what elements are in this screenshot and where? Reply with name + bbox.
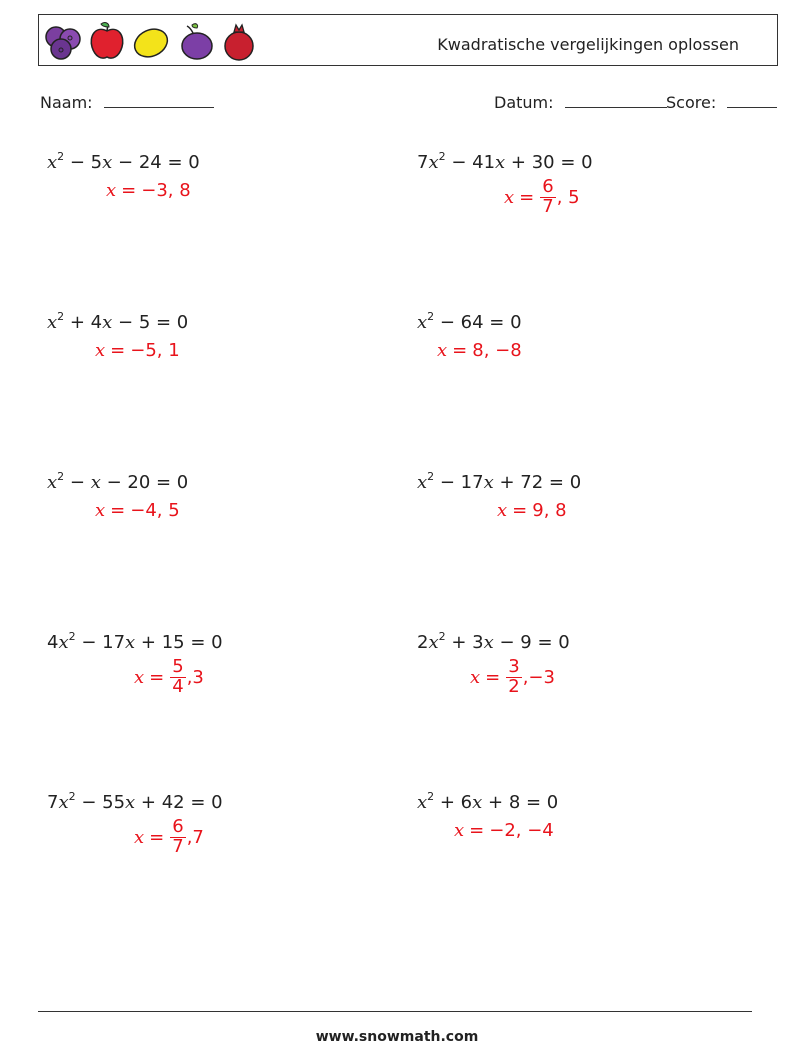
- answer-fraction: [540, 178, 555, 217]
- footer-divider: [38, 1011, 752, 1012]
- equation-1: [47, 150, 200, 173]
- equation-part: x: [417, 792, 428, 813]
- equation-part: x: [125, 632, 136, 653]
- name-line: [104, 93, 214, 108]
- equation-part: − 5: [64, 152, 103, 173]
- equation-part: x: [47, 152, 58, 173]
- equation-part: x: [58, 632, 69, 653]
- answer-2: [504, 178, 580, 217]
- answer-variable: x: [454, 820, 465, 841]
- fraction-numerator: 5: [172, 656, 184, 677]
- equation-part: x: [483, 472, 494, 493]
- equation-part: 2: [57, 310, 65, 323]
- equation-part: − 5 = 0: [112, 312, 189, 333]
- equation-part: x: [495, 152, 506, 173]
- plum-icon: [175, 19, 215, 63]
- equation-part: x: [102, 152, 113, 173]
- equation-5: [47, 470, 188, 493]
- equation-part: 7: [417, 152, 429, 173]
- equation-part: x: [428, 632, 439, 653]
- equation-part: 2: [57, 470, 65, 483]
- answer-equals: =: [121, 180, 137, 201]
- equation-part: − 17: [434, 472, 484, 493]
- answer-variable: x: [437, 340, 448, 361]
- equation-8: [417, 630, 570, 653]
- worksheet-title: Kwadratische vergelijkingen oplossen: [437, 35, 739, 54]
- answer-variable: x: [470, 666, 481, 688]
- equation-part: + 42 = 0: [135, 792, 223, 813]
- worksheet-header: [38, 14, 778, 66]
- equation-part: − 9 = 0: [493, 632, 570, 653]
- equation-part: x: [417, 472, 428, 493]
- name-label: Naam:: [40, 93, 93, 112]
- equation-part: + 30 = 0: [505, 152, 593, 173]
- answer-equals: =: [110, 340, 126, 361]
- pomegranate-icon: [219, 19, 259, 63]
- answer-fraction: [170, 658, 185, 697]
- lemon-icon: [131, 19, 171, 63]
- equation-part: 2: [438, 150, 446, 163]
- answer-values: −5, 1: [130, 340, 180, 361]
- equation-part: x: [125, 792, 136, 813]
- equation-2: [417, 150, 593, 173]
- equation-part: − 24 = 0: [112, 152, 200, 173]
- fraction-numerator: 6: [542, 176, 554, 197]
- fraction-denominator: 4: [172, 675, 184, 697]
- equation-part: 2: [438, 630, 446, 643]
- equation-part: + 3: [445, 632, 484, 653]
- equation-7: [47, 630, 223, 653]
- equation-9: [47, 790, 223, 813]
- fraction-denominator: 2: [508, 675, 520, 697]
- equation-4: [417, 310, 522, 333]
- equation-part: 2: [57, 150, 65, 163]
- fraction-numerator: 6: [172, 816, 184, 837]
- equation-3: [47, 310, 188, 333]
- fraction-denominator: 7: [542, 195, 554, 217]
- answer-variable: x: [95, 500, 106, 521]
- equation-part: + 8 = 0: [482, 792, 559, 813]
- answer-6: [497, 500, 567, 521]
- answer-equals: =: [452, 340, 468, 361]
- equation-part: − 41: [445, 152, 496, 173]
- equation-part: + 15 = 0: [135, 632, 223, 653]
- date-label: Datum:: [494, 93, 554, 112]
- answer-rest: ,−3: [522, 666, 555, 688]
- answer-equals: =: [512, 500, 528, 521]
- answer-1: [106, 180, 191, 201]
- equation-part: 2: [427, 310, 435, 323]
- equation-part: x: [58, 792, 69, 813]
- equation-6: [417, 470, 581, 493]
- equation-part: 2: [417, 632, 429, 653]
- equation-part: 2: [68, 630, 76, 643]
- equation-part: x: [428, 152, 439, 173]
- answer-variable: x: [504, 186, 515, 208]
- answer-values: −2, −4: [489, 820, 554, 841]
- answer-variable: x: [95, 340, 106, 361]
- equation-part: x: [102, 312, 113, 333]
- equation-part: −: [64, 472, 91, 493]
- equation-10: [417, 790, 558, 813]
- fraction-numerator: 3: [508, 656, 520, 677]
- answer-equals: =: [469, 820, 485, 841]
- answer-variable: x: [497, 500, 508, 521]
- answer-variable: x: [106, 180, 117, 201]
- equation-part: + 6: [434, 792, 473, 813]
- equation-part: x: [90, 472, 101, 493]
- answer-fraction: [506, 658, 521, 697]
- equation-part: x: [483, 632, 494, 653]
- equation-part: + 72 = 0: [493, 472, 582, 493]
- date-line: [565, 93, 667, 108]
- answer-equals: =: [485, 666, 501, 688]
- answer-equals: =: [149, 826, 165, 848]
- answer-10: [454, 820, 554, 841]
- answer-4: [437, 340, 522, 361]
- answer-8: [470, 658, 555, 697]
- answer-rest: , 5: [556, 186, 580, 208]
- answer-values: 8, −8: [472, 340, 522, 361]
- equation-part: − 17: [75, 632, 126, 653]
- equation-part: 2: [68, 790, 76, 803]
- answer-fraction: [170, 818, 185, 857]
- score-line: [727, 93, 777, 108]
- score-field: [666, 93, 777, 112]
- answer-3: [95, 340, 180, 361]
- score-label: Score:: [666, 93, 717, 112]
- equation-part: − 64 = 0: [434, 312, 522, 333]
- answer-values: −3, 8: [141, 180, 191, 201]
- answer-equals: =: [110, 500, 126, 521]
- equation-part: 4: [47, 632, 59, 653]
- equation-part: 7: [47, 792, 59, 813]
- fruit-icons: [43, 19, 263, 63]
- name-field: [40, 93, 214, 112]
- equation-part: + 4: [64, 312, 103, 333]
- answer-rest: ,7: [186, 826, 204, 848]
- date-field: [494, 93, 667, 112]
- answer-variable: x: [134, 826, 145, 848]
- equation-part: 2: [427, 790, 435, 803]
- blueberries-icon: [43, 19, 83, 63]
- answer-values: 9, 8: [532, 500, 567, 521]
- apple-icon: [87, 19, 127, 63]
- answer-variable: x: [134, 666, 145, 688]
- equation-part: 2: [427, 470, 435, 483]
- answer-7: [134, 658, 204, 697]
- footer-url: www.snowmath.com: [315, 1029, 479, 1045]
- answer-values: −4, 5: [130, 500, 180, 521]
- equation-part: − 20 = 0: [100, 472, 189, 493]
- equation-part: x: [472, 792, 483, 813]
- equation-part: x: [417, 312, 428, 333]
- equation-part: x: [47, 472, 58, 493]
- answer-5: [95, 500, 180, 521]
- fraction-denominator: 7: [172, 835, 184, 857]
- equation-part: − 55: [75, 792, 126, 813]
- answer-9: [134, 818, 204, 857]
- answer-equals: =: [519, 186, 535, 208]
- answer-rest: ,3: [186, 666, 204, 688]
- equation-part: x: [47, 312, 58, 333]
- answer-equals: =: [149, 666, 165, 688]
